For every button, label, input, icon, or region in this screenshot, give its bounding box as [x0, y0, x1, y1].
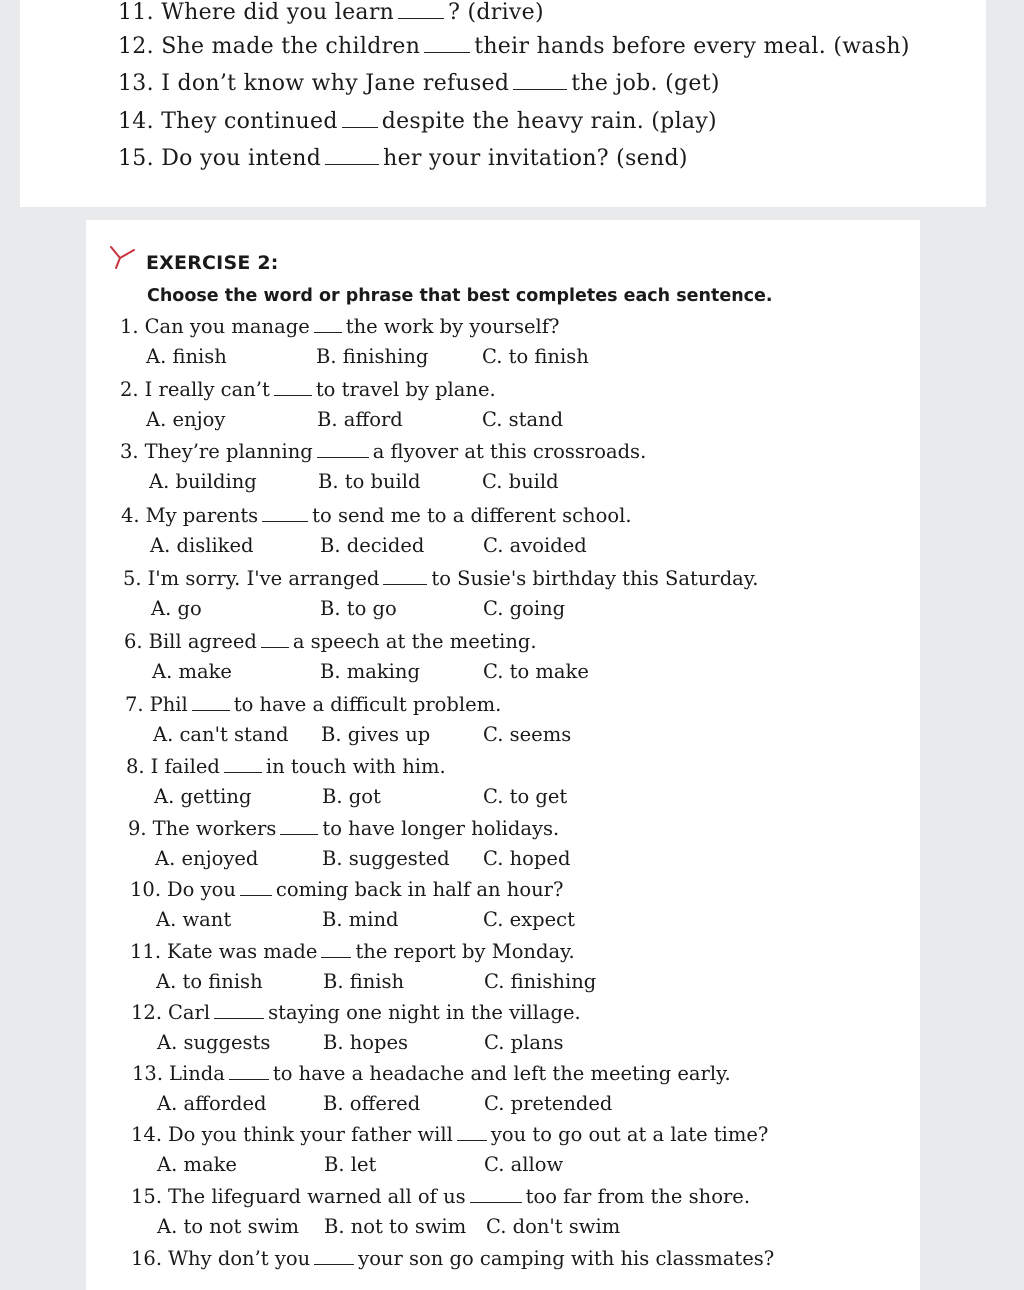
answer-blank[interactable] [262, 521, 308, 522]
exercise-title: EXERCISE 2: [146, 252, 279, 274]
top-item: 12. She made the children their hands before every meal. (wash) [118, 34, 910, 59]
question-number: 11. [130, 940, 162, 963]
question-text-before: The lifeguard warned all of us [168, 1185, 466, 1208]
answer-blank[interactable] [317, 457, 369, 458]
answer-blank[interactable] [214, 1018, 264, 1019]
question-text-before: Do you [167, 878, 236, 901]
top-item: 11. Where did you learn ? (drive) [118, 0, 544, 25]
answer-option[interactable]: C. to make [483, 660, 589, 683]
answer-option[interactable]: A. make [157, 1153, 237, 1176]
question-line [128, 817, 559, 840]
answer-blank[interactable] [513, 89, 567, 90]
check-mark-icon [108, 244, 136, 270]
answer-option[interactable]: C. pretended [484, 1092, 613, 1115]
question-line [131, 1001, 581, 1024]
answer-option[interactable]: B. mind [322, 908, 399, 931]
question-text-before: Bill agreed [148, 630, 257, 653]
answer-option[interactable]: B. decided [320, 534, 425, 557]
answer-option[interactable]: C. allow [484, 1153, 564, 1176]
answer-option[interactable]: C. to get [483, 785, 568, 808]
answer-blank[interactable] [424, 52, 470, 53]
question-line [131, 1123, 768, 1146]
answer-option[interactable]: B. finishing [316, 345, 429, 368]
question-text-after: the work by yourself? [345, 315, 560, 338]
question-text-before: I failed [150, 755, 220, 778]
question-text-before: They’re planning [144, 440, 313, 463]
question-line [120, 315, 559, 338]
answer-option[interactable]: A. suggests [157, 1031, 271, 1054]
answer-option[interactable]: A. disliked [150, 534, 254, 557]
question-text-before: Do you think your father will [168, 1123, 453, 1146]
answer-blank[interactable] [470, 1202, 522, 1203]
answer-option[interactable]: C. seems [483, 723, 572, 746]
answer-blank[interactable] [240, 895, 272, 896]
answer-blank[interactable] [325, 164, 379, 165]
answer-option[interactable]: B. hopes [323, 1031, 409, 1054]
question-number: 4. [121, 504, 140, 527]
top-item: 13. I don’t know why Jane refused the job. (get) [118, 71, 720, 96]
answer-blank[interactable] [314, 1264, 354, 1265]
answer-option[interactable]: B. to build [318, 470, 421, 493]
answer-option[interactable]: A. want [156, 908, 232, 931]
question-text-after: you to go out at a late time? [490, 1123, 769, 1146]
answer-blank[interactable] [321, 957, 351, 958]
question-text-before: I really can’t [144, 378, 270, 401]
question-text-after: staying one night in the village. [268, 1001, 581, 1024]
question-text-after: coming back in half an hour? [275, 878, 564, 901]
question-number: 3. [120, 440, 139, 463]
answer-option[interactable]: B. making [320, 660, 420, 683]
question-text-after: a speech at the meeting. [292, 630, 537, 653]
top-exercise-card [20, 0, 986, 207]
answer-option[interactable]: C. don't swim [486, 1215, 621, 1238]
question-text-after: in touch with him. [265, 755, 446, 778]
question-text-after: a flyover at this crossroads. [372, 440, 647, 463]
answer-blank[interactable] [280, 834, 318, 835]
answer-option[interactable]: A. can't stand [153, 723, 289, 746]
answer-blank[interactable] [314, 332, 342, 333]
question-text-after: the report by Monday. [355, 940, 575, 963]
question-text-before: Why don’t you [168, 1247, 311, 1270]
question-line [123, 567, 758, 590]
question-text-after: your son go camping with his classmates? [358, 1247, 775, 1270]
exercise-instruction: Choose the word or phrase that best completes each sentence. [147, 286, 773, 306]
answer-option[interactable]: A. enjoyed [155, 847, 259, 870]
question-text-after: to Susie's birthday this Saturday. [431, 567, 759, 590]
answer-option[interactable]: B. let [324, 1153, 377, 1176]
answer-option[interactable]: C. stand [482, 408, 564, 431]
question-number: 8. [126, 755, 145, 778]
answer-blank[interactable] [274, 395, 312, 396]
question-number: 2. [120, 378, 139, 401]
question-text-after: too far from the shore. [525, 1185, 751, 1208]
answer-option[interactable]: B. suggested [322, 847, 450, 870]
answer-blank[interactable] [229, 1079, 269, 1080]
answer-option[interactable]: C. avoided [483, 534, 587, 557]
answer-option[interactable]: B. not to swim [324, 1215, 467, 1238]
answer-option[interactable]: A. finish [146, 345, 227, 368]
answer-option[interactable]: A. make [152, 660, 232, 683]
question-text-before: The workers [152, 817, 277, 840]
answer-option[interactable]: C. build [482, 470, 559, 493]
answer-option[interactable]: C. to finish [482, 345, 589, 368]
answer-option[interactable]: A. afforded [157, 1092, 267, 1115]
question-number: 1. [120, 315, 139, 338]
answer-option[interactable]: B. got [322, 785, 381, 808]
question-line [120, 440, 646, 463]
question-number: 13. [132, 1062, 164, 1085]
question-line [130, 878, 563, 901]
question-text-before: Can you manage [144, 315, 310, 338]
question-text-after: to have longer holidays. [322, 817, 560, 840]
question-line [125, 693, 501, 716]
question-number: 6. [124, 630, 143, 653]
question-text-after: to send me to a different school. [312, 504, 632, 527]
answer-option[interactable]: A. building [149, 470, 257, 493]
question-text-after: to travel by plane. [315, 378, 496, 401]
answer-option[interactable]: B. gives up [321, 723, 431, 746]
answer-option[interactable]: C. plans [484, 1031, 564, 1054]
question-number: 15. [131, 1185, 163, 1208]
question-text-after: to have a difficult problem. [233, 693, 502, 716]
answer-option[interactable]: B. to go [320, 597, 397, 620]
answer-blank[interactable] [192, 710, 230, 711]
question-text-before: Phil [149, 693, 188, 716]
answer-blank[interactable] [261, 647, 289, 648]
question-line [132, 1062, 731, 1085]
question-number: 9. [128, 817, 147, 840]
question-text-before: Carl [168, 1001, 211, 1024]
answer-option[interactable]: C. going [483, 597, 566, 620]
question-line [124, 630, 537, 653]
top-item: 14. They continued despite the heavy rain. (play) [118, 109, 717, 134]
question-text-before: Linda [169, 1062, 225, 1085]
answer-option[interactable]: C. finishing [484, 970, 597, 993]
answer-option[interactable]: A. go [151, 597, 202, 620]
question-line [120, 378, 496, 401]
answer-option[interactable]: A. enjoy [146, 408, 226, 431]
question-line [126, 755, 446, 778]
question-number: 5. [123, 567, 142, 590]
question-text-before: Kate was made [167, 940, 318, 963]
answer-blank[interactable] [457, 1140, 487, 1141]
answer-blank[interactable] [383, 584, 427, 585]
answer-option[interactable]: C. expect [483, 908, 575, 931]
question-line [131, 1185, 750, 1208]
question-number: 7. [125, 693, 144, 716]
answer-option[interactable]: A. to not swim [157, 1215, 300, 1238]
question-number: 14. [131, 1123, 163, 1146]
answer-blank[interactable] [342, 127, 378, 128]
question-line [130, 940, 575, 963]
answer-option[interactable]: C. hoped [483, 847, 571, 870]
question-number: 12. [131, 1001, 163, 1024]
question-line [131, 1247, 774, 1270]
answer-blank[interactable] [398, 18, 444, 19]
question-text-before: My parents [145, 504, 259, 527]
answer-option[interactable]: B. offered [323, 1092, 421, 1115]
question-number: 10. [130, 878, 162, 901]
question-number: 16. [131, 1247, 163, 1270]
question-text-before: I'm sorry. I've arranged [147, 567, 380, 590]
answer-option[interactable]: B. afford [317, 408, 403, 431]
answer-option[interactable]: B. finish [323, 970, 405, 993]
answer-option[interactable]: A. to finish [156, 970, 263, 993]
question-text-after: to have a headache and left the meeting early. [272, 1062, 731, 1085]
answer-option[interactable]: A. getting [154, 785, 252, 808]
top-item: 15. Do you intend her your invitation? (send) [118, 146, 688, 171]
question-line [121, 504, 632, 527]
answer-blank[interactable] [224, 772, 262, 773]
